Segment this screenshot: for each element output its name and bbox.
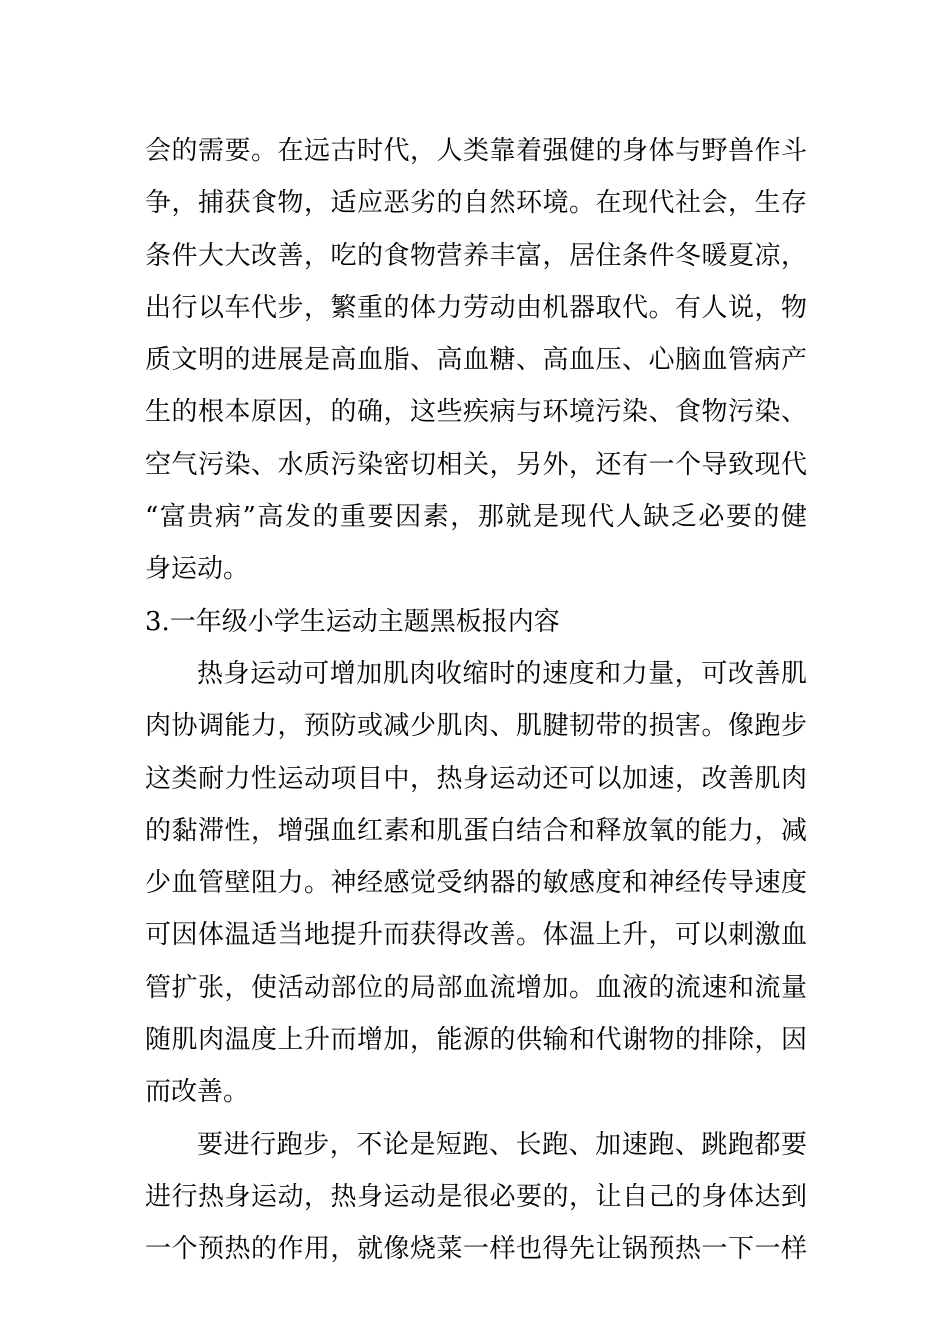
text-line: 管扩张，使活动部位的局部血流增加。血液的流速和流量: [145, 972, 807, 1003]
text-line: 肉协调能力，预防或减少肌肉、肌腱韧带的损害。像跑步: [145, 711, 807, 742]
text-line: 会的需要。在远古时代，人类靠着强健的身体与野兽作斗: [145, 136, 807, 166]
text-line: 要进行跑步，不论是短跑、长跑、加速跑、跳跑都要: [197, 1129, 807, 1160]
text-line: 出行以车代步，繁重的体力劳动由机器取代。有人说，物: [145, 292, 807, 323]
text-line: 条件大大改善，吃的食物营养丰富，居住条件冬暖夏凉，: [145, 240, 807, 271]
text-line: 而改善。: [145, 1077, 250, 1108]
text-line: 身运动。: [145, 554, 250, 585]
text-line: 空气污染、水质污染密切相关，另外，还有一个导致现代: [145, 449, 807, 480]
text-line: 随肌肉温度上升而增加，能源的供输和代谢物的排除，因: [145, 1025, 807, 1056]
text-line: 可因体温适当地提升而获得改善。体温上升，可以刺激血: [145, 920, 807, 951]
paragraph-2: [145, 648, 807, 1119]
paragraph-3: [145, 1119, 807, 1276]
text-line: “富贵病”高发的重要因素，那就是现代人缺乏必要的健: [145, 502, 807, 533]
text-line: 一个预热的作用，就像烧菜一样也得先让锅预热一下一样: [145, 1234, 807, 1265]
document-body: [145, 125, 807, 1276]
text-line: 少血管壁阻力。神经感觉受纳器的敏感度和神经传导速度: [145, 868, 807, 899]
text-line: 这类耐力性运动项目中，热身运动还可以加速，改善肌肉: [145, 763, 807, 794]
text-line: 热身运动可增加肌肉收缩时的速度和力量，可改善肌: [197, 658, 807, 689]
text-line: 生的根本原因，的确，这些疾病与环境污染、食物污染、: [145, 397, 807, 428]
section-heading: 3.一年级小学生运动主题黑板报内容: [145, 606, 560, 637]
text-line: 的黏滞性，增强血红素和肌蛋白结合和释放氧的能力，减: [145, 815, 807, 846]
text-line: 进行热身运动，热身运动是很必要的，让自己的身体达到: [145, 1181, 807, 1212]
text-line: 质文明的进展是高血脂、高血糖、高血压、心脑血管病产: [145, 345, 807, 376]
text-line: 争，捕获食物，适应恶劣的自然环境。在现代社会，生存: [145, 188, 807, 219]
paragraph-1: [145, 125, 807, 596]
